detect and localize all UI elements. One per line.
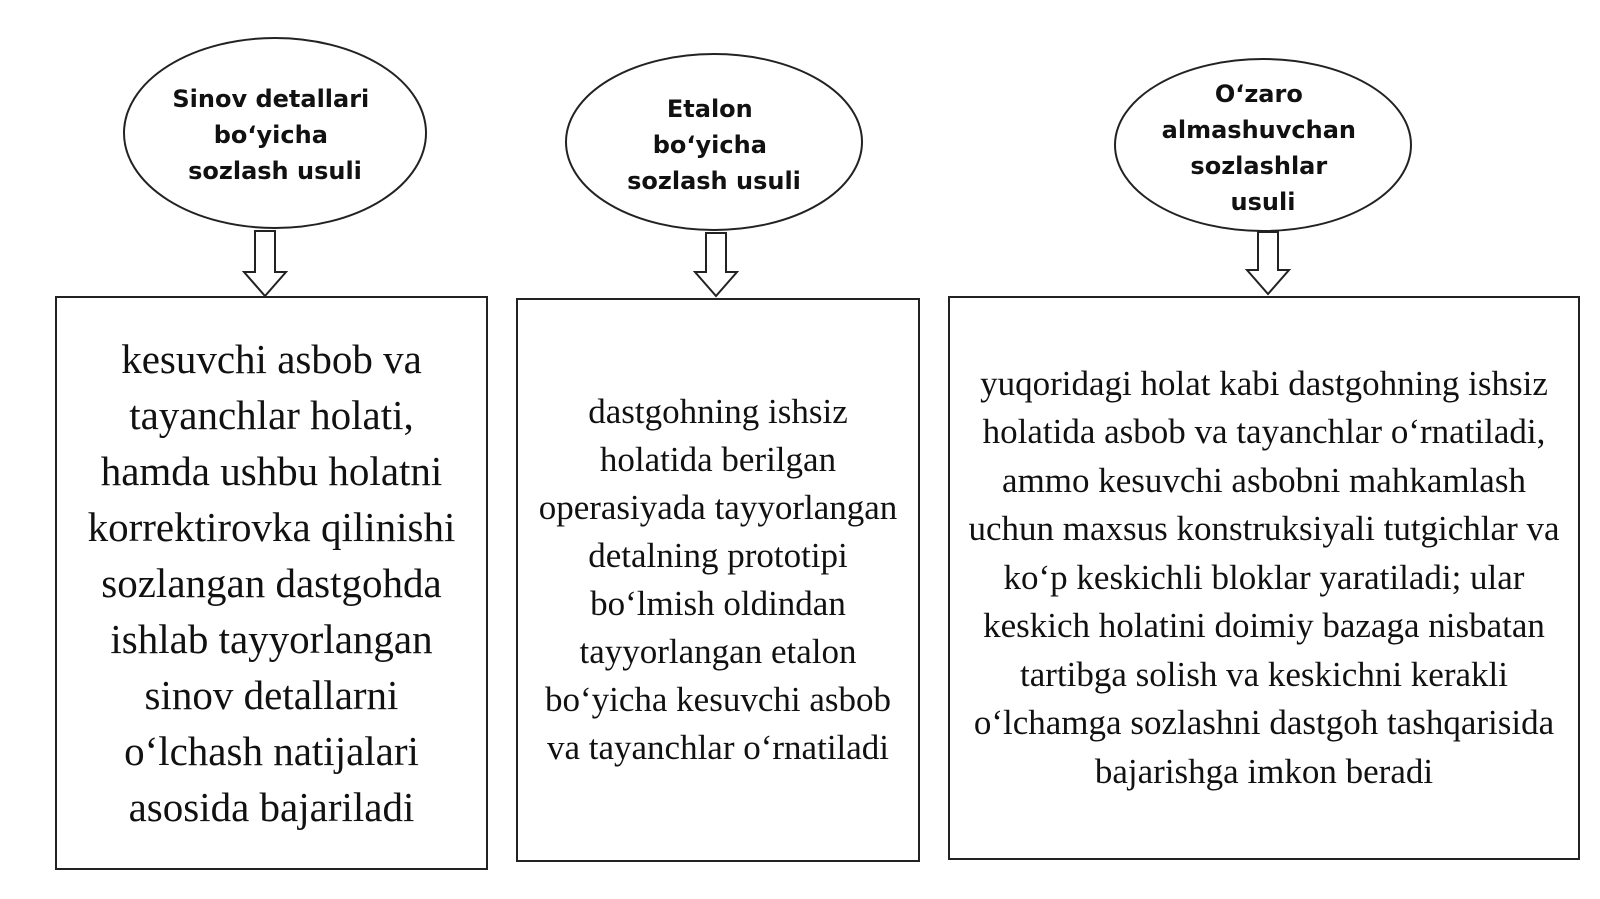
method-3-description-box [948, 296, 1580, 860]
method-2-title-line-1: Etalon [666, 95, 753, 123]
method-3-down-arrow [1247, 232, 1289, 294]
method-1-title-line-3: sozlash usuli [188, 157, 362, 185]
method-3-title-line-2: almashuvchan [1161, 116, 1356, 144]
method-2-title-line-3: sozlash usuli [627, 167, 801, 195]
method-1-title-line-1: Sinov detallari [172, 85, 370, 113]
method-2-description-box [516, 298, 920, 862]
method-3-title-line-4: usuli [1230, 188, 1296, 216]
method-1-down-arrow [244, 231, 286, 296]
method-1-description: kesuvchi asbob va tayanchlar holati, hamda ushbu holatni korrektirovka qilinishi sozlangan dastgohda ishlab tayyorlangan sinov detallarni o‘lchash natijalari asosida bajariladi [87, 336, 456, 830]
method-3-description: yuqoridagi holat kabi dastgohning ishsiz holatida asbob va tayanchlar o‘rnatiladi, ammo kesuvchi asbobni mahkamlash uchun maxsus konstruksiyali tutgichlar va ko‘p keskichli bloklar yaratiladi; ular keskich holatini doimiy bazaga nisbatan tartibga solish va keskichni kerakli o‘lchamga sozlashni dastgoh tashqarisida bajarishga imkon beradi [968, 363, 1560, 791]
method-3-title-line-3: sozlashlar [1190, 152, 1328, 180]
method-2-down-arrow [695, 233, 737, 296]
method-2-title-line-2: bo‘yicha [652, 131, 767, 159]
method-1-title-line-2: bo‘yicha [213, 121, 328, 149]
method-3-title-line-1: O‘zaro [1214, 80, 1303, 108]
method-2-description: dastgohning ishsiz holatida berilgan operasiyada tayyorlangan detalning prototipi bo‘lmish oldindan tayyorlangan etalon bo‘yicha kesuvchi asbob va tayanchlar o‘rnatiladi [538, 392, 898, 767]
method-1-description-box [55, 296, 488, 870]
